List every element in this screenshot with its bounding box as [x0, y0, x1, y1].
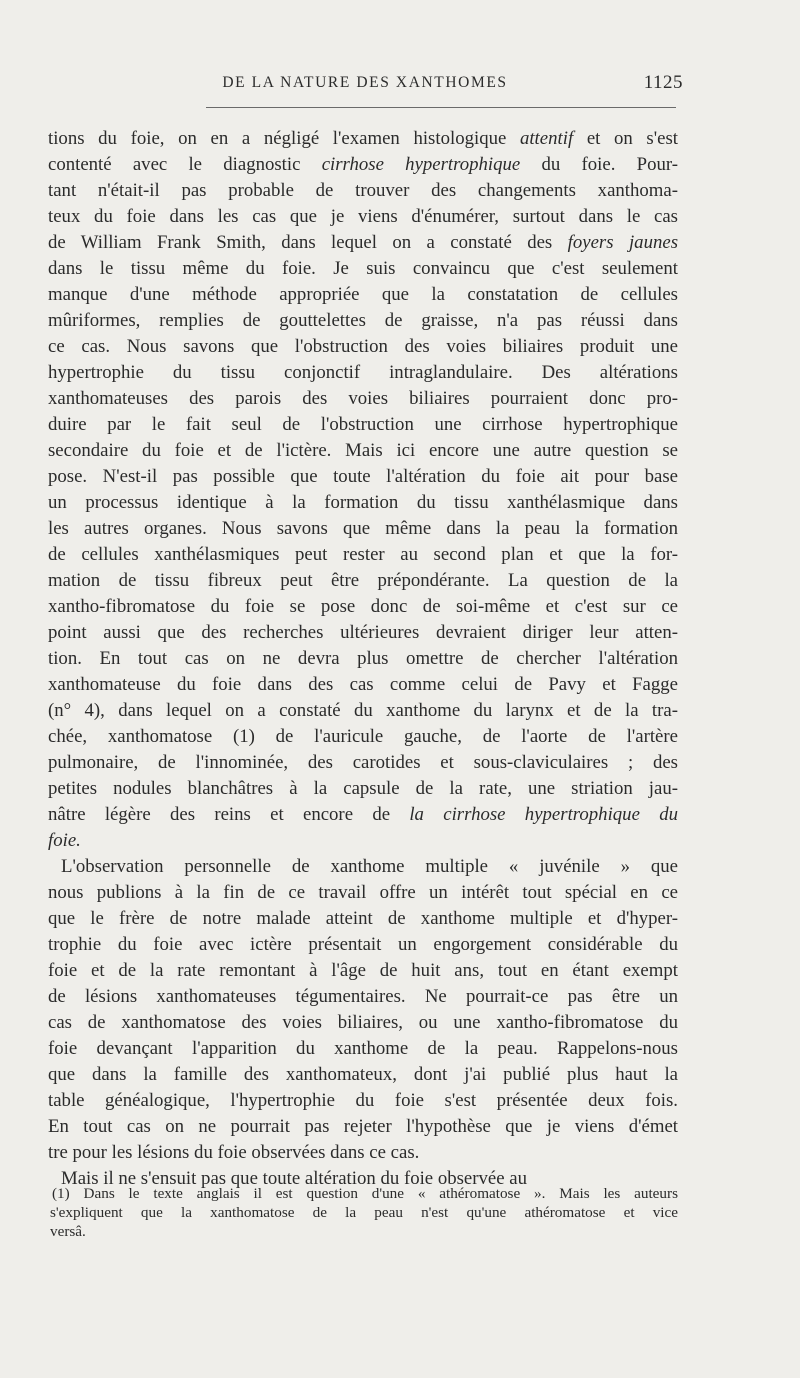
text-line: [48, 828, 678, 854]
page-number: 1125: [643, 72, 683, 93]
text-line: [48, 516, 678, 542]
text-span: manque d'une méthode appropriée que la constatation de cellules: [48, 284, 678, 305]
text-line: [48, 698, 678, 724]
text-line: [48, 672, 678, 698]
italic-text: foyers jaunes: [567, 232, 678, 253]
text-span: nâtre légère des reins et encore de: [48, 804, 410, 825]
text-line: [48, 724, 678, 750]
text-span: de cellules xanthélasmiques peut rester au second plan et que la for-: [48, 544, 678, 565]
text-line: [48, 776, 678, 802]
italic-text: la cirrhose hypertrophique du: [409, 804, 678, 825]
text-span: foie devançant l'apparition du xanthome de la peau. Rappelons-nous: [48, 1038, 678, 1059]
text-line: [48, 1036, 678, 1062]
text-span: xanthomateuses des parois des voies biliaires pourraient donc pro-: [48, 388, 678, 409]
text-span: tre pour les lésions du foie observées dans ce cas.: [48, 1142, 420, 1163]
text-span: point aussi que des recherches ultérieures devraient diriger leur atten-: [48, 622, 678, 643]
text-span: un processus identique à la formation du tissu xanthélasmique dans: [48, 492, 678, 513]
text-span: que le frère de notre malade atteint de xanthome multiple et d'hyper-: [48, 908, 678, 929]
text-line: [48, 412, 678, 438]
text-span: que dans la famille des xanthomateux, dont j'ai publié plus haut la: [48, 1064, 678, 1085]
text-line: [48, 984, 678, 1010]
text-span: tions du foie, on en a négligé l'examen histologique: [48, 128, 520, 149]
footnote-line: s'expliquent que la xanthomatose de la peau n'est qu'une athéromatose et vice: [50, 1204, 678, 1221]
text-line: [48, 750, 678, 776]
italic-text: cirrhose hypertrophique: [321, 154, 521, 175]
text-span: foie et de la rate remontant à l'âge de huit ans, tout en étant exempt: [48, 960, 678, 981]
text-line: [48, 438, 678, 464]
text-line: [48, 334, 678, 360]
text-span: xantho-fibromatose du foie se pose donc de soi-même et c'est sur ce: [48, 596, 678, 617]
italic-text: foie.: [48, 830, 81, 851]
text-line: [48, 880, 678, 906]
text-line: [48, 1062, 678, 1088]
text-span: pose. N'est-il pas possible que toute l'altération du foie ait pour base: [48, 466, 678, 487]
text-span: tion. En tout cas on ne devra plus omettre de chercher l'altération: [48, 648, 678, 669]
text-span: nous publions à la fin de ce travail offre un intérêt tout spécial en ce: [48, 882, 678, 903]
text-line: [48, 620, 678, 646]
header-rule: [206, 107, 676, 108]
text-span: teux du foie dans les cas que je viens d'énumérer, surtout dans le cas: [48, 206, 678, 227]
running-title: DE LA NATURE DES XANTHOMES: [222, 74, 508, 91]
text-line: [48, 568, 678, 594]
italic-text: attentif: [519, 128, 574, 149]
text-span: hypertrophie du tissu conjonctif intraglandulaire. Des altérations: [48, 362, 678, 383]
text-span: L'observation personnelle de xanthome multiple « juvénile » que: [61, 856, 678, 877]
footnotes: [50, 1184, 678, 1241]
text-span: cas de xanthomatose des voies biliaires, ou une xantho-fibromatose du: [48, 1012, 678, 1033]
text-span: mûriformes, remplies de gouttelettes de graisse, n'a pas réussi dans: [48, 310, 678, 331]
text-line: [48, 126, 678, 152]
text-span: de lésions xanthomateuses tégumentaires. Ne pourrait-ce pas être un: [48, 986, 678, 1007]
text-span: trophie du foie avec ictère présentait un engorgement considérable du: [48, 934, 678, 955]
text-line: [48, 932, 678, 958]
text-line: [48, 204, 678, 230]
text-line: [48, 1010, 678, 1036]
body-text: [48, 126, 678, 1192]
text-span: et on s'est: [573, 128, 678, 149]
text-span: table généalogique, l'hypertrophie du foie s'est présentée deux fois.: [48, 1090, 678, 1111]
text-line: [48, 360, 678, 386]
text-span: ce cas. Nous savons que l'obstruction des voies biliaires produit une: [48, 336, 678, 357]
text-line: [48, 906, 678, 932]
text-span: (n° 4), dans lequel on a constaté du xanthome du larynx et de la tra-: [48, 700, 678, 721]
text-line: [48, 230, 678, 256]
text-line: [48, 282, 678, 308]
text-line: [48, 386, 678, 412]
text-span: tant n'était-il pas probable de trouver des changements xanthoma-: [48, 180, 678, 201]
text-line: [48, 1140, 678, 1166]
text-span: En tout cas on ne pourrait pas rejeter l'hypothèse que je viens d'émet: [48, 1116, 678, 1137]
text-span: pulmonaire, de l'innominée, des carotides et sous-claviculaires ; des: [48, 752, 678, 773]
text-span: mation de tissu fibreux peut être prépondérante. La question de la: [48, 570, 678, 591]
footnote-line: versâ.: [50, 1223, 86, 1240]
text-span: contenté avec le diagnostic: [48, 154, 322, 175]
text-span: Mais il ne s'ensuit pas que toute altération du foie observée au: [61, 1168, 528, 1189]
text-line: [48, 464, 678, 490]
text-span: de William Frank Smith, dans lequel on a constaté des: [48, 232, 568, 253]
text-span: petites nodules blanchâtres à la capsule de la rate, une striation jau-: [48, 778, 678, 799]
text-line: [48, 178, 678, 204]
text-line: [48, 308, 678, 334]
text-span: secondaire du foie et de l'ictère. Mais ici encore une autre question se: [48, 440, 678, 461]
text-span: les autres organes. Nous savons que même dans la peau la formation: [48, 518, 678, 539]
text-span: dans le tissu même du foie. Je suis convaincu que c'est seulement: [48, 258, 678, 279]
text-line: [48, 854, 678, 880]
text-line: [48, 1114, 678, 1140]
text-line: [48, 152, 678, 178]
text-span: xanthomateuse du foie dans des cas comme celui de Pavy et Fagge: [48, 674, 678, 695]
text-span: du foie. Pour-: [520, 154, 678, 175]
text-line: [48, 594, 678, 620]
text-line: [48, 490, 678, 516]
text-span: duire par le fait seul de l'obstruction une cirrhose hypertrophique: [48, 414, 678, 435]
text-line: [48, 646, 678, 672]
text-span: chée, xanthomatose (1) de l'auricule gauche, de l'aorte de l'artère: [48, 726, 678, 747]
text-line: [48, 958, 678, 984]
text-line: [48, 256, 678, 282]
text-line: [48, 1088, 678, 1114]
text-line: [48, 802, 678, 828]
text-line: [48, 542, 678, 568]
footnote-line: (1) Dans le texte anglais il est question d'une « athéromatose ». Mais les auteurs: [52, 1185, 678, 1202]
